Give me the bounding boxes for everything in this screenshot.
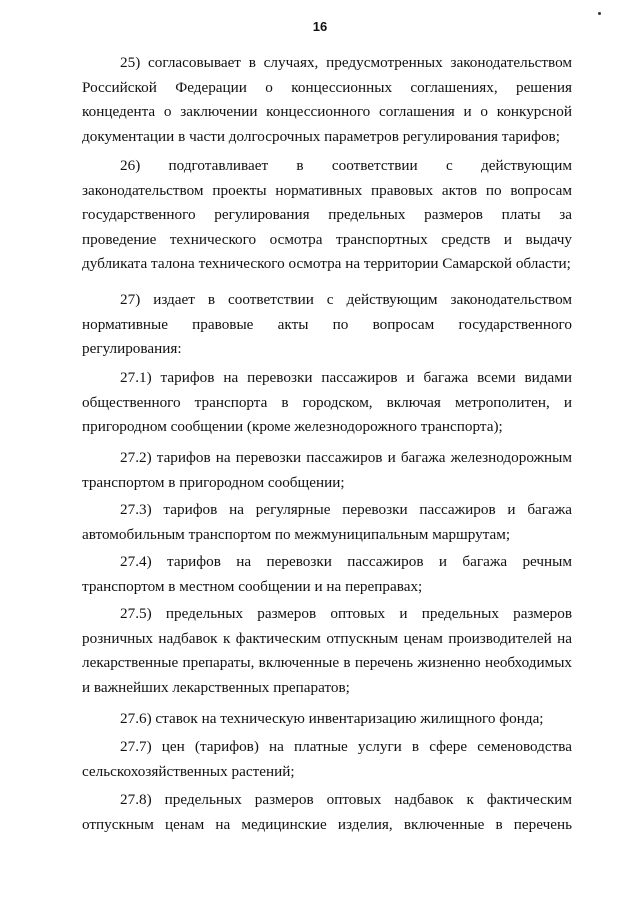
paragraph-27-7	[82, 735, 572, 784]
paragraph-line: законодательством проекты нормативных правовых актов по вопросам	[82, 181, 572, 199]
paragraph-line: транспортом в местном сообщении и на переправах;	[82, 577, 423, 595]
paragraph-line: 27.4) тарифов на перевозки пассажиров и багажа речным	[120, 553, 572, 570]
paragraph-line: 26) подготавливает в соответствии с действующим	[120, 157, 572, 174]
paragraph-line: автомобильным транспортом по межмуниципальным маршрутам;	[82, 525, 511, 543]
paragraph-line: Российской Федерации о концессионных соглашениях, решения	[82, 78, 572, 96]
paragraph-line: 25) согласовывает в случаях, предусмотренных законодательством	[120, 54, 572, 71]
scan-dot	[598, 12, 601, 15]
paragraph-line: 27.3) тарифов на регулярные перевозки пассажиров и багажа	[120, 501, 572, 518]
paragraph-line: сельскохозяйственных растений;	[82, 762, 295, 780]
paragraph-line: и важнейших лекарственных препаратов;	[82, 678, 350, 696]
paragraph-line: дубликата талона технического осмотра на территории Самарской области;	[82, 255, 571, 273]
paragraph-27-3	[82, 498, 572, 547]
paragraph-25	[82, 51, 572, 149]
paragraph-line: 27.6) ставок на техническую инвентаризацию жилищного фонда;	[120, 710, 544, 727]
paragraph-line: проведение технического осмотра транспортных средств и выдачу	[82, 230, 572, 248]
paragraph-line: розничных надбавок к фактическим отпускным ценам производителей на	[82, 629, 572, 647]
paragraph-line: 27.8) предельных размеров оптовых надбавок к фактическим	[120, 791, 572, 808]
paragraph-line: 27) издает в соответствии с действующим законодательством	[120, 291, 572, 308]
paragraph-27	[82, 288, 572, 362]
paragraph-27-5	[82, 602, 572, 700]
paragraph-line: государственного регулирования предельных размеров платы за	[82, 206, 572, 224]
paragraph-27-1	[82, 366, 572, 440]
paragraph-27-8	[82, 788, 572, 837]
paragraph-27-2	[82, 446, 572, 495]
page-number: 16	[312, 19, 328, 34]
paragraph-line: отпускным ценам на медицинские изделия, включенные в перечень	[82, 815, 572, 833]
paragraph-line: транспортом в пригородном сообщении;	[82, 473, 345, 491]
paragraph-line: общественного транспорта в городском, включая метрополитен, и	[82, 393, 572, 411]
paragraph-line: 27.5) предельных размеров оптовых и предельных размеров	[120, 605, 572, 622]
paragraph-line: нормативные правовые акты по вопросам государственного	[82, 315, 572, 333]
paragraph-line: 27.7) цен (тарифов) на платные услуги в сфере семеноводства	[120, 738, 572, 755]
paragraph-line: 27.1) тарифов на перевозки пассажиров и багажа всеми видами	[120, 369, 572, 386]
paragraph-line: документации в части долгосрочных параметров регулирования тарифов;	[82, 127, 560, 145]
paragraph-line: пригородном сообщении (кроме железнодорожного транспорта);	[82, 418, 503, 436]
paragraph-26	[82, 154, 572, 277]
paragraph-line: 27.2) тарифов на перевозки пассажиров и багажа железнодорожным	[120, 449, 572, 466]
paragraph-line: регулирования:	[82, 340, 182, 358]
paragraph-line: лекарственные препараты, включенные в перечень жизненно необходимых	[82, 654, 572, 672]
paragraph-27-6	[82, 707, 572, 732]
paragraph-27-4	[82, 550, 572, 599]
paragraph-line: концедента о заключении концессионного соглашения и о конкурсной	[82, 103, 572, 121]
